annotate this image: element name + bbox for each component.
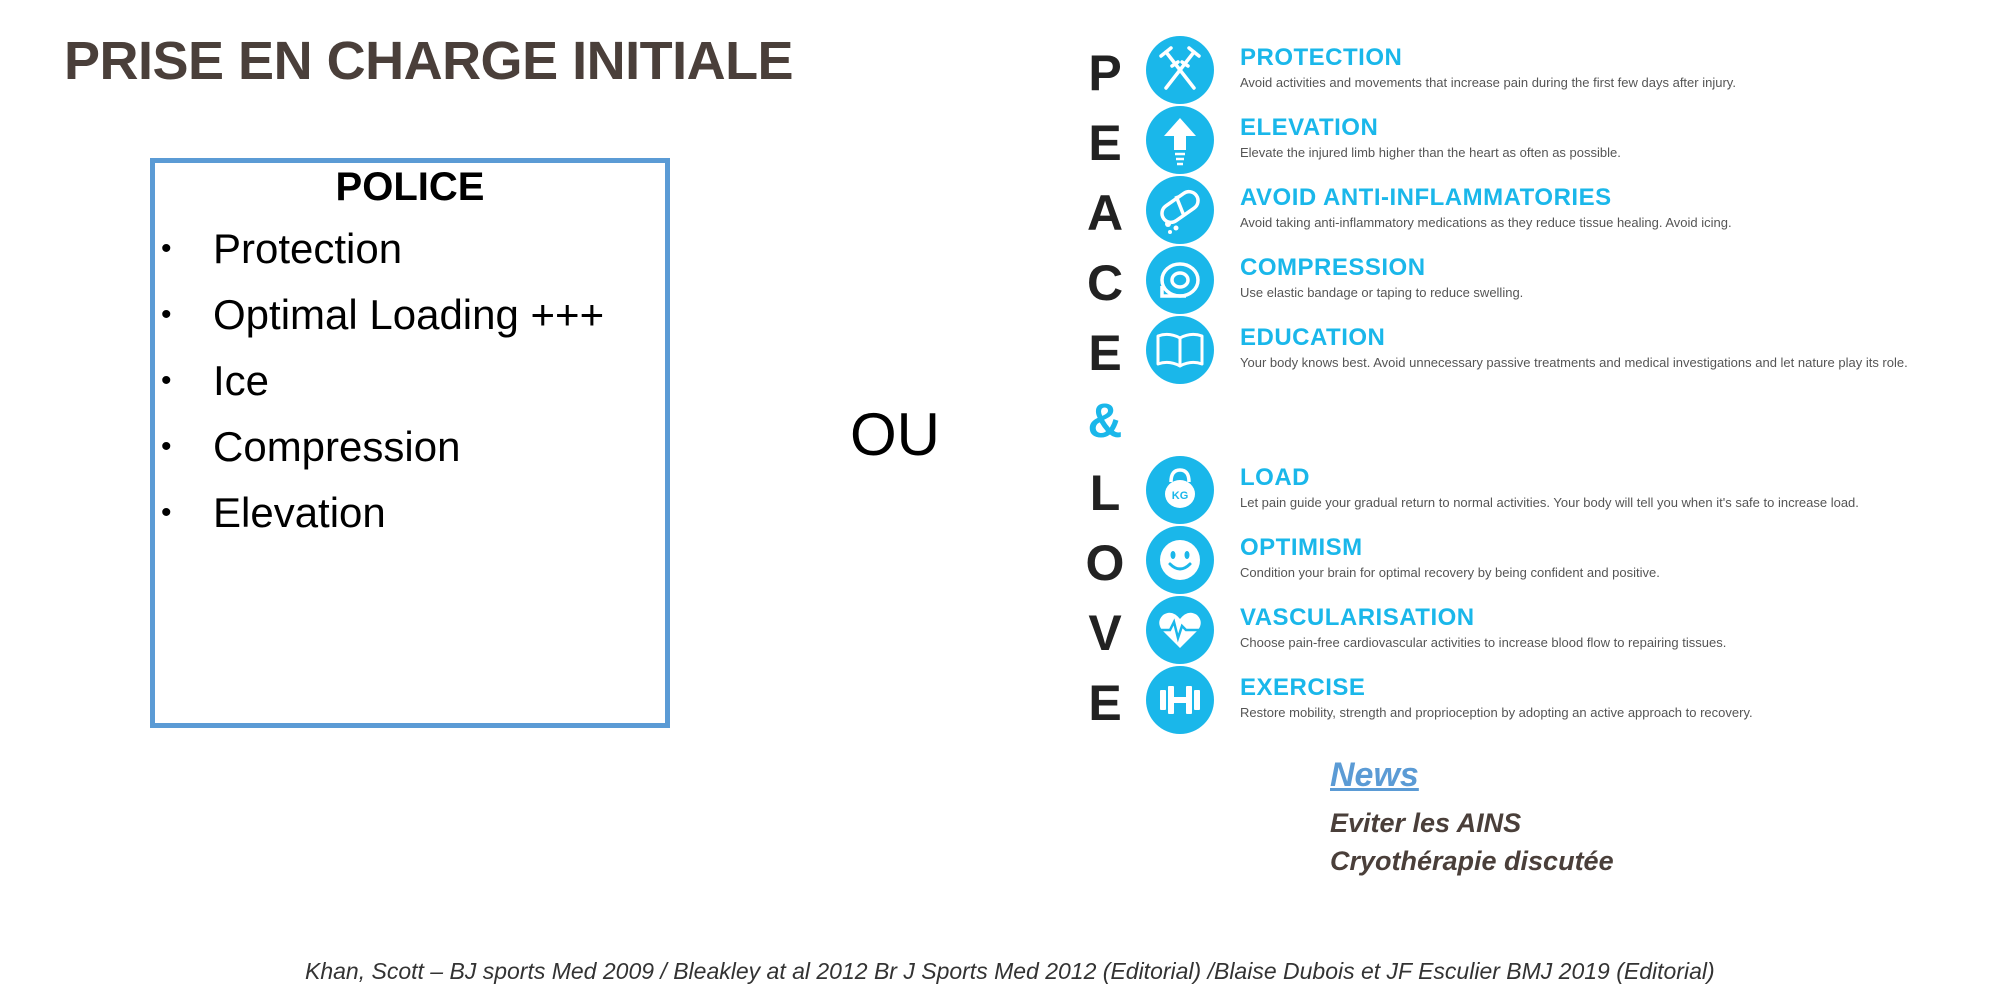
peace-love-infographic: [1080, 36, 1908, 746]
bullet-icon: •: [161, 496, 172, 529]
acronym-letter: E: [1088, 115, 1122, 171]
police-item-label: Protection: [213, 225, 403, 272]
row-heading: EXERCISE: [1240, 674, 1366, 701]
love-row-load: [1080, 456, 1859, 526]
row-heading: ELEVATION: [1240, 114, 1379, 141]
row-description: Avoid taking anti-inflammatory medications as they reduce tissue healing. Avoid icing.: [1240, 215, 1732, 230]
book-icon: [1146, 316, 1214, 384]
acronym-letter: O: [1085, 535, 1125, 591]
row-description: Choose pain-free cardiovascular activities to increase blood flow to repairing tissues.: [1240, 635, 1727, 650]
police-item-label: Optimal Loading +++: [213, 291, 605, 338]
dumbbell-icon: [1146, 666, 1214, 734]
row-heading: PROTECTION: [1240, 44, 1403, 71]
row-heading: AVOID ANTI-INFLAMMATORIES: [1240, 184, 1612, 211]
police-list: [155, 216, 665, 546]
police-item-label: Ice: [213, 357, 270, 404]
row-heading: OPTIMISM: [1240, 534, 1363, 561]
peace-row-avoid-anti-inflammatories: [1080, 176, 1840, 246]
news-line: Cryothérapie discutée: [1330, 846, 1614, 876]
police-item: [155, 282, 665, 348]
acronym-letter: P: [1088, 45, 1122, 101]
row-description: Let pain guide your gradual return to normal activities. Your body will tell you when it's safe to increase load.: [1240, 495, 1859, 510]
acronym-letter: E: [1088, 325, 1122, 381]
peace-row-compression: [1080, 246, 1840, 316]
love-row-vascularisation: [1080, 596, 1840, 666]
news-title: News: [1330, 756, 1419, 794]
row-description: Restore mobility, strength and proprioception by adopting an active approach to recovery.: [1240, 705, 1753, 720]
bullet-icon: •: [161, 298, 172, 331]
police-item: [155, 480, 665, 546]
love-row-exercise: [1080, 666, 1840, 736]
acronym-letter: L: [1089, 465, 1121, 521]
row-description: Elevate the injured limb higher than the heart as often as possible.: [1240, 145, 1621, 160]
or-label: OU: [850, 401, 940, 468]
bullet-icon: •: [161, 430, 172, 463]
row-description: Use elastic bandage or taping to reduce swelling.: [1240, 285, 1524, 300]
row-description: Your body knows best. Avoid unnecessary passive treatments and medical investigations and let nature play its role.: [1240, 355, 1908, 370]
news-line: Eviter les AINS: [1330, 808, 1522, 838]
row-heading: VASCULARISATION: [1240, 604, 1475, 631]
peace-row-protection: [1080, 36, 1840, 106]
row-heading: LOAD: [1240, 464, 1310, 491]
peace-row-elevation: [1080, 106, 1840, 176]
police-item: [155, 348, 665, 414]
crutches-icon: [1146, 36, 1214, 104]
police-item: [155, 216, 665, 282]
acronym-letter: A: [1086, 185, 1124, 241]
smiley-icon: [1146, 526, 1214, 594]
acronym-letter: C: [1086, 255, 1124, 311]
slide-title: PRISE EN CHARGE INITIALE: [64, 31, 794, 91]
love-row-optimism: [1080, 526, 1840, 596]
kettlebell-icon: [1146, 456, 1214, 524]
police-item-label: Elevation: [213, 489, 386, 536]
police-box: [150, 158, 670, 728]
police-item: [155, 414, 665, 480]
peace-row-education: [1080, 316, 1908, 386]
row-description: Condition your brain for optimal recovery by being confident and positive.: [1240, 565, 1660, 580]
ampersand-separator: &: [1087, 395, 1123, 448]
row-description: Avoid activities and movements that increase pain during the first few days after injury.: [1240, 75, 1736, 90]
heart-pulse-icon: [1146, 596, 1214, 664]
police-title: POLICE: [335, 165, 485, 209]
reference-citation: Khan, Scott – BJ sports Med 2009 / Bleakley at al 2012 Br J Sports Med 2012 (Editorial) /Blaise Dubois et JF Esculier BMJ 2019 (Editorial): [305, 958, 1715, 984]
bandage-roll-icon: [1146, 246, 1214, 314]
bullet-icon: •: [161, 232, 172, 265]
bullet-icon: •: [161, 364, 172, 397]
pill-icon: [1146, 176, 1214, 244]
arrow-up-icon: [1146, 106, 1214, 174]
acronym-letter: E: [1088, 675, 1122, 731]
acronym-letter: V: [1088, 605, 1122, 661]
row-heading: COMPRESSION: [1240, 254, 1426, 281]
kettlebell-label: KG: [1171, 490, 1189, 502]
row-heading: EDUCATION: [1240, 324, 1386, 351]
police-item-label: Compression: [213, 423, 461, 470]
